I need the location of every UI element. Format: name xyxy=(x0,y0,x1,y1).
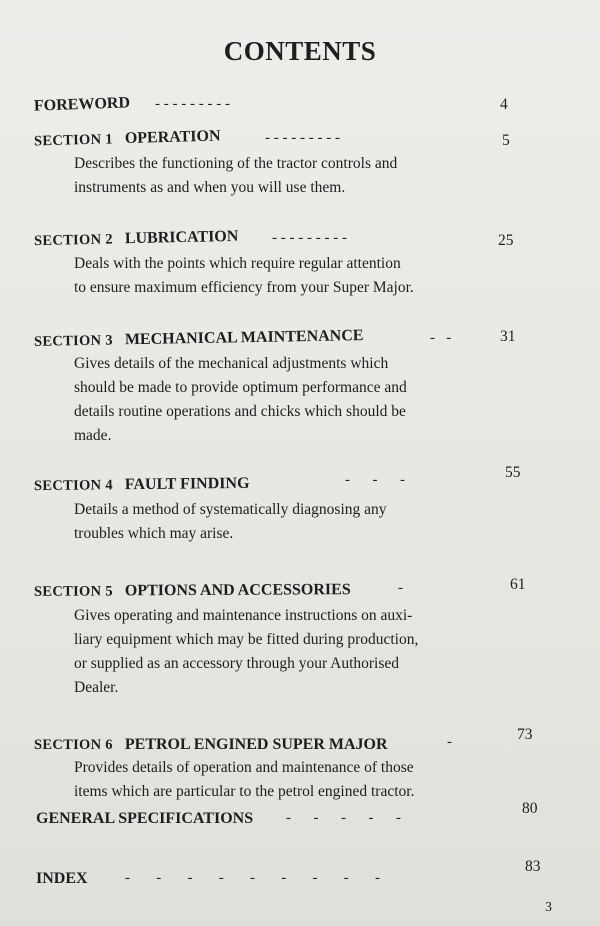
entry-heading xyxy=(34,581,351,601)
page-folio: 3 xyxy=(545,900,552,915)
entry-description xyxy=(74,756,414,804)
page-number: 73 xyxy=(517,726,533,743)
entry-heading xyxy=(34,128,221,151)
description-line: Provides details of operation and maintenance of those xyxy=(74,759,414,776)
page-number: 25 xyxy=(498,232,514,249)
page-number: 4 xyxy=(500,96,508,113)
description-line: troubles which may arise. xyxy=(74,525,234,542)
description-line: Dealer. xyxy=(74,679,119,696)
page-number: 55 xyxy=(505,464,521,481)
entry-title: OPERATION xyxy=(124,127,221,148)
description-line: details routine operations and chicks which should be xyxy=(74,403,406,420)
description-line: or supplied as an accessory through your Authorised xyxy=(74,655,400,672)
page-number: 61 xyxy=(510,576,526,593)
entry-description xyxy=(74,498,387,546)
description-line: liary equipment which may be fitted during production, xyxy=(74,631,419,648)
description-line: items which are particular to the petrol engined tractor. xyxy=(74,783,415,800)
page-number: 80 xyxy=(522,800,538,817)
entry-title: MECHANICAL MAINTENANCE xyxy=(124,327,364,349)
dot-leaders: - - - xyxy=(345,472,405,488)
description-line: Describes the functioning of the tractor controls and xyxy=(74,155,398,172)
entry-title: FAULT FINDING xyxy=(124,474,250,494)
description-line: instruments as and when you will use them. xyxy=(74,179,346,196)
dot-leaders: - - - - - - - - - xyxy=(272,230,347,246)
description-line: Gives details of the mechanical adjustments which xyxy=(74,355,389,372)
entry-heading xyxy=(34,327,364,351)
entry-heading xyxy=(34,228,239,250)
description-line: to ensure maximum efficiency from your Super Major. xyxy=(74,279,414,296)
entry-title: PETROL ENGINED SUPER MAJOR xyxy=(124,736,388,753)
dot-leaders: - - - - - - - - - xyxy=(265,130,340,146)
description-line: should be made to provide optimum performance and xyxy=(74,379,407,396)
description-line: made. xyxy=(74,427,112,444)
page-number: 5 xyxy=(502,132,510,149)
entry-description xyxy=(74,252,414,300)
entry-description xyxy=(74,604,418,700)
page-title: CONTENTS xyxy=(223,36,377,66)
entry-title: OPTIONS AND ACCESSORIES xyxy=(124,581,351,600)
entry-title: FOREWORD xyxy=(33,94,131,115)
section-number: SECTION 1 xyxy=(33,131,114,150)
entry-title: GENERAL SPECIFICATIONS xyxy=(36,810,254,827)
description-line: Gives operating and maintenance instructions on auxi- xyxy=(74,607,413,624)
section-number: SECTION 2 xyxy=(33,231,114,250)
page-number: 31 xyxy=(500,328,516,345)
entry-heading xyxy=(34,736,388,754)
description-line: Deals with the points which require regular attention xyxy=(74,255,401,272)
section-number: SECTION 6 xyxy=(34,737,113,753)
section-number: SECTION 3 xyxy=(33,332,114,350)
dot-leaders: - - - - - - - - - xyxy=(155,96,230,112)
description-line: Details a method of systematically diagnosing any xyxy=(74,501,387,518)
dot-leaders: - - - - - - - - - xyxy=(125,870,380,886)
dot-leaders: - - xyxy=(430,330,452,346)
entry-description xyxy=(74,352,407,448)
section-number: SECTION 4 xyxy=(33,477,113,495)
dot-leaders: - xyxy=(447,734,452,750)
page-number: 83 xyxy=(525,858,541,875)
dot-leaders: - - - - - xyxy=(286,810,401,826)
entry-description xyxy=(74,152,397,200)
entry-heading xyxy=(34,475,250,495)
entry-title: INDEX xyxy=(36,870,88,887)
dot-leaders: - xyxy=(398,580,403,596)
entry-title: LUBRICATION xyxy=(124,227,239,248)
section-number: SECTION 5 xyxy=(33,583,113,600)
